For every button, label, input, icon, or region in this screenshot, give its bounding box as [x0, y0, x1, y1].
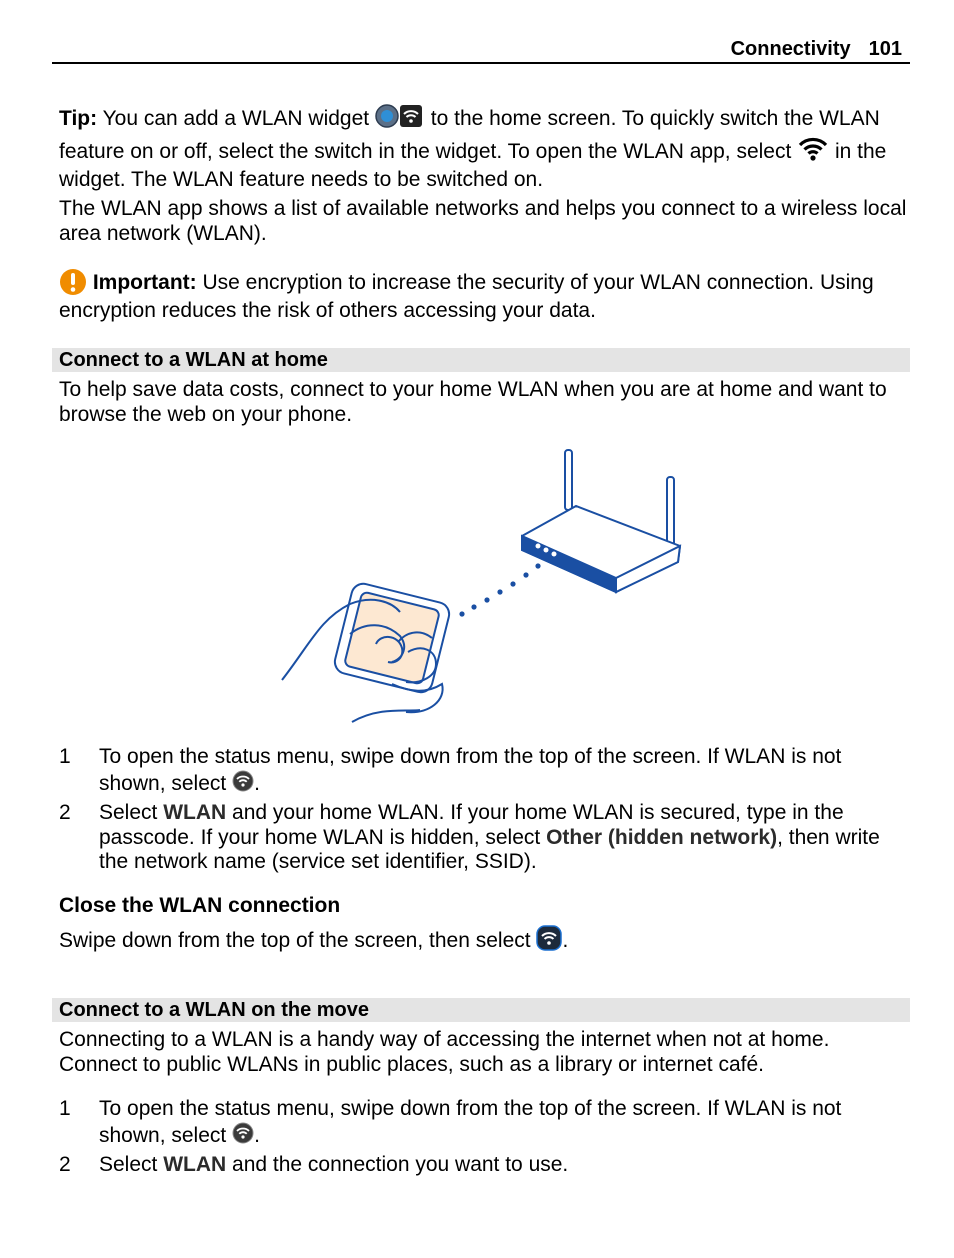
signal-dots [459, 563, 540, 616]
wlan-option: WLAN [163, 801, 227, 824]
move-step-2: 2 Select WLAN and the connection you want to use. [59, 1153, 569, 1176]
wlan-status-icon [232, 770, 254, 799]
home-step-1: 1 To open the status menu, swipe down from the top of the screen. If WLAN is not shown, select . [59, 745, 909, 798]
warning-icon [59, 268, 87, 299]
important-label: Important: [92, 270, 197, 294]
hidden-network-option: Other (hidden network) [546, 825, 778, 849]
tip-label: Tip: [59, 106, 98, 130]
home-step-2: 2 Select WLAN and your home WLAN. If your home WLAN is secured, type in the passcode. If your home WLAN is hidden, select Other (hidden network), then write the network name (service set identifier, SSID). [59, 801, 880, 873]
section-header-home: Connect to a WLAN at home [52, 348, 910, 372]
wlan-widget-icon [375, 103, 425, 136]
wifi-icon [797, 136, 829, 169]
page-header [52, 36, 910, 64]
move-step-1: 1 To open the status menu, swipe down from the top of the screen. If WLAN is not shown, select . [59, 1097, 909, 1150]
section-header-move: Connect to a WLAN on the move [52, 998, 910, 1022]
hand-with-phone [282, 581, 452, 722]
intro-paragraph: The WLAN app shows a list of available networks and helps you connect to a wireless local area network (WLAN). [59, 197, 907, 245]
important-paragraph: Important: Use encryption to increase the security of your WLAN connection. Using encryption reduces the risk of others accessing your data. [59, 268, 909, 323]
wlan-option: WLAN [163, 1153, 227, 1176]
section-title: Connectivity [730, 38, 851, 60]
tip-paragraph: Tip: You can add a WLAN widget to the home screen. To quickly switch the WLAN feature on or off, select the switch in the widget. To open the WLAN app, select in the widget. The WLAN feature needs to be switched on. [59, 103, 909, 193]
wlan-status-icon [232, 1122, 254, 1151]
close-subheading: Close the WLAN connection [59, 894, 341, 917]
move-body: Connecting to a WLAN is a handy way of accessing the internet when not at home. Connect to public WLANs in public places, such as a library or internet café. [59, 1028, 830, 1076]
page-number: 101 [868, 38, 902, 60]
router-icon [522, 450, 680, 592]
home-body: To help save data costs, connect to your home WLAN when you are at home and want to browse the web on your phone. [59, 378, 887, 426]
wlan-active-icon [536, 925, 562, 958]
close-body: Swipe down from the top of the screen, then select . [59, 925, 909, 958]
router-phone-illustration [280, 444, 700, 724]
